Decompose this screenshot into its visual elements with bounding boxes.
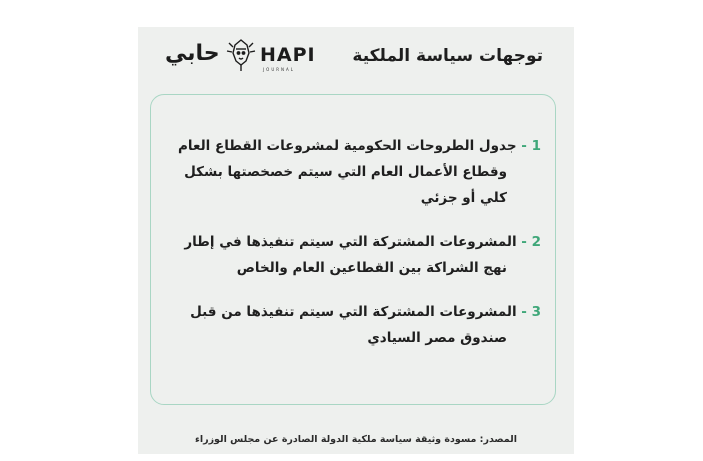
logo-subtitle: JOURNAL [263, 67, 295, 72]
item-text: المشروعات المشتركة التي سيتم تنفيذها في إطار [184, 234, 517, 250]
item-dash: - [521, 304, 527, 320]
item-text: جدول الطروحات الحكومية لمشروعات القطاع العام [178, 138, 517, 154]
list-item-line-1 [178, 133, 541, 159]
item-dash: - [521, 138, 527, 154]
item-number: 1 [531, 138, 541, 154]
item-number: 2 [531, 234, 541, 250]
list-item-line-2: صندوق مصر السيادي [367, 330, 507, 346]
item-text: المشروعات المشتركة التي سيتم تنفيذها من قبل [190, 304, 517, 320]
item-number: 3 [531, 304, 541, 320]
list-item [190, 299, 541, 351]
logo-latin-text: HAPI [260, 44, 316, 66]
list-item [178, 133, 541, 211]
content-panel [150, 94, 556, 405]
pharaoh-emblem-icon [223, 37, 259, 73]
infographic-card [138, 27, 574, 454]
list-item-line-1 [184, 229, 541, 255]
logo-arabic-text: حابي [165, 41, 220, 66]
list-item-line-2: وقطاع الأعمال العام التي سيتم خصخصتها بشكل [184, 164, 507, 180]
list-item-line-1 [190, 299, 541, 325]
header [138, 27, 574, 89]
list-item [184, 229, 541, 281]
hapi-logo [165, 37, 316, 79]
list-item-line-3: كلي أو جزئي [420, 190, 507, 206]
page-title: توجهات سياسة الملكية [352, 46, 543, 66]
source-caption: المصدر: مسودة وثيقة سياسة ملكية الدولة الصادرة عن مجلس الوزراء [195, 434, 517, 445]
list-item-line-2: نهج الشراكة بين القطاعين العام والخاص [236, 260, 507, 276]
item-dash: - [521, 234, 527, 250]
